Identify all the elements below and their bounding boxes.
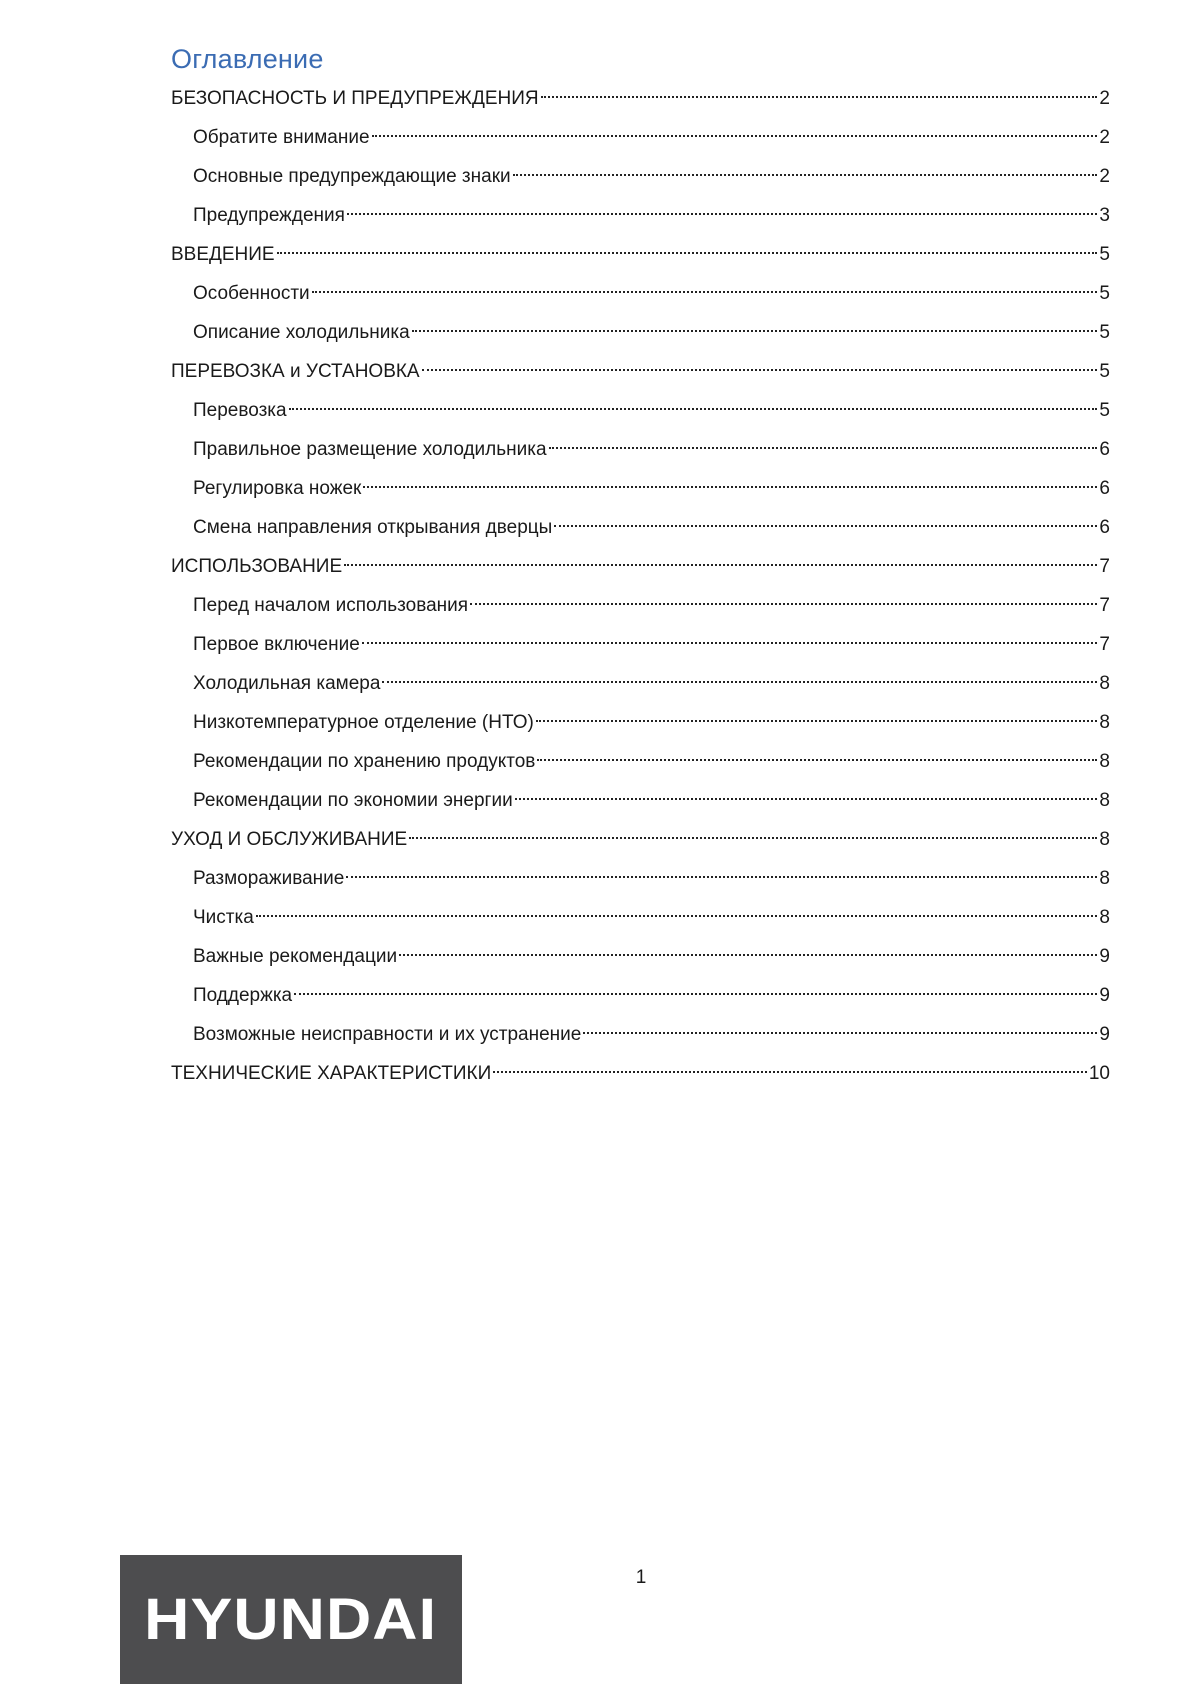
- toc-entry-label: УХОД И ОБСЛУЖИВАНИЕ: [171, 829, 408, 850]
- toc-entry[interactable]: [171, 511, 1110, 550]
- toc-entry-page: 7: [1099, 595, 1110, 616]
- toc-entry-page: 3: [1099, 205, 1110, 226]
- dot-leader: [347, 213, 1097, 215]
- toc-entry-page: 8: [1099, 907, 1110, 928]
- toc-entry-label: БЕЗОПАСНОСТЬ И ПРЕДУПРЕЖДЕНИЯ: [171, 88, 539, 109]
- toc-entry-label: Перед началом использования: [193, 595, 469, 616]
- dot-leader: [312, 291, 1098, 293]
- toc-entry-label: Перевозка: [193, 400, 287, 421]
- dot-leader: [583, 1032, 1097, 1034]
- toc-entry-page: 5: [1099, 322, 1110, 343]
- toc-entry-label: Поддержка: [193, 985, 293, 1006]
- toc-entry[interactable]: [171, 433, 1110, 472]
- toc-entry[interactable]: [171, 355, 1110, 394]
- toc-entry-page: 8: [1099, 751, 1110, 772]
- toc-entry-label: Смена направления открывания дверцы: [193, 517, 553, 538]
- dot-leader: [536, 720, 1098, 722]
- toc-entry-label: ТЕХНИЧЕСКИЕ ХАРАКТЕРИСТИКИ: [171, 1063, 492, 1084]
- toc-entry-page: 8: [1099, 790, 1110, 811]
- page-number: 1: [635, 1567, 647, 1588]
- toc-entry-page: 9: [1099, 946, 1110, 967]
- toc-entry-page: 5: [1099, 400, 1110, 421]
- dot-leader: [294, 993, 1097, 995]
- dot-leader: [549, 447, 1098, 449]
- toc-entry[interactable]: [171, 277, 1110, 316]
- toc-entry[interactable]: [171, 940, 1110, 979]
- toc-entry-label: Важные рекомендации: [193, 946, 398, 967]
- toc-entry-label: Рекомендации по экономии энергии: [193, 790, 513, 811]
- toc-entry[interactable]: [171, 82, 1110, 121]
- toc-entry[interactable]: [171, 199, 1110, 238]
- dot-leader: [382, 681, 1097, 683]
- toc-entry[interactable]: [171, 394, 1110, 433]
- toc-entry-label: Низкотемпературное отделение (НТО): [193, 712, 534, 733]
- toc-entry-label: ВВЕДЕНИЕ: [171, 244, 275, 265]
- toc-entry[interactable]: [171, 628, 1110, 667]
- toc-entry[interactable]: [171, 238, 1110, 277]
- logo-text: HYUNDAI: [144, 1587, 438, 1652]
- toc-entry-label: Правильное размещение холодильника: [193, 439, 547, 460]
- toc-entry-page: 5: [1099, 244, 1110, 265]
- toc-entry[interactable]: [171, 667, 1110, 706]
- toc-entry-page: 9: [1099, 1024, 1110, 1045]
- toc-entry-label: Предупреждения: [193, 205, 345, 226]
- toc-entry-label: Обратите внимание: [193, 127, 370, 148]
- toc-entry[interactable]: [171, 784, 1110, 823]
- dot-leader: [344, 564, 1097, 566]
- toc-entry-label: ПЕРЕВОЗКА и УСТАНОВКА: [171, 361, 420, 382]
- hyundai-logo: [120, 1555, 462, 1684]
- toc-entry-page: 6: [1099, 517, 1110, 538]
- toc-entry-label: Основные предупреждающие знаки: [193, 166, 511, 187]
- toc-entry[interactable]: [171, 1018, 1110, 1057]
- dot-leader: [289, 408, 1098, 410]
- toc-entry[interactable]: [171, 121, 1110, 160]
- toc-entry[interactable]: [171, 823, 1110, 862]
- dot-leader: [372, 135, 1098, 137]
- toc-entry-page: 8: [1099, 829, 1110, 850]
- dot-leader: [513, 174, 1098, 176]
- dot-leader: [363, 486, 1097, 488]
- toc-entry[interactable]: [171, 1057, 1110, 1096]
- dot-leader: [346, 876, 1097, 878]
- toc-entry-label: Размораживание: [193, 868, 345, 889]
- toc-entry[interactable]: [171, 862, 1110, 901]
- toc-list: [171, 82, 1110, 1096]
- dot-leader: [399, 954, 1097, 956]
- toc-entry-label: Первое включение: [193, 634, 360, 655]
- toc-entry[interactable]: [171, 589, 1110, 628]
- toc-entry-label: Описание холодильника: [193, 322, 410, 343]
- toc-entry-page: 2: [1099, 166, 1110, 187]
- toc-entry-label: Регулировка ножек: [193, 478, 362, 499]
- dot-leader: [409, 837, 1097, 839]
- dot-leader: [277, 252, 1098, 254]
- toc-entry-page: 2: [1099, 127, 1110, 148]
- toc-entry-label: Чистка: [193, 907, 254, 928]
- dot-leader: [470, 603, 1097, 605]
- toc-entry-page: 7: [1099, 634, 1110, 655]
- toc-entry[interactable]: [171, 472, 1110, 511]
- toc-entry-page: 5: [1099, 361, 1110, 382]
- toc-entry-page: 5: [1099, 283, 1110, 304]
- toc-entry-label: Возможные неисправности и их устранение: [193, 1024, 582, 1045]
- dot-leader: [422, 369, 1098, 371]
- dot-leader: [256, 915, 1098, 917]
- toc-entry-page: 7: [1099, 556, 1110, 577]
- toc-title: Оглавление: [171, 44, 324, 74]
- toc-entry-page: 6: [1099, 478, 1110, 499]
- dot-leader: [541, 96, 1098, 98]
- toc-entry-page: 8: [1099, 673, 1110, 694]
- dot-leader: [362, 642, 1098, 644]
- toc-entry-label: Особенности: [193, 283, 310, 304]
- toc-entry[interactable]: [171, 979, 1110, 1018]
- toc-entry-page: 8: [1099, 712, 1110, 733]
- dot-leader: [537, 759, 1097, 761]
- dot-leader: [493, 1071, 1087, 1073]
- toc-entry-label: Рекомендации по хранению продуктов: [193, 751, 536, 772]
- toc-entry[interactable]: [171, 901, 1110, 940]
- dot-leader: [515, 798, 1098, 800]
- toc-entry-page: 10: [1088, 1063, 1110, 1084]
- dot-leader: [554, 525, 1097, 527]
- toc-entry-label: Холодильная камера: [193, 673, 381, 694]
- toc-entry[interactable]: [171, 550, 1110, 589]
- toc-entry-page: 6: [1099, 439, 1110, 460]
- toc-entry[interactable]: [171, 160, 1110, 199]
- toc-entry[interactable]: [171, 316, 1110, 355]
- toc-entry-label: ИСПОЛЬЗОВАНИЕ: [171, 556, 343, 577]
- dot-leader: [412, 330, 1098, 332]
- toc-entry[interactable]: [171, 706, 1110, 745]
- toc-entry-page: 9: [1099, 985, 1110, 1006]
- toc-entry[interactable]: [171, 745, 1110, 784]
- toc-entry-page: 8: [1099, 868, 1110, 889]
- toc-entry-page: 2: [1099, 88, 1110, 109]
